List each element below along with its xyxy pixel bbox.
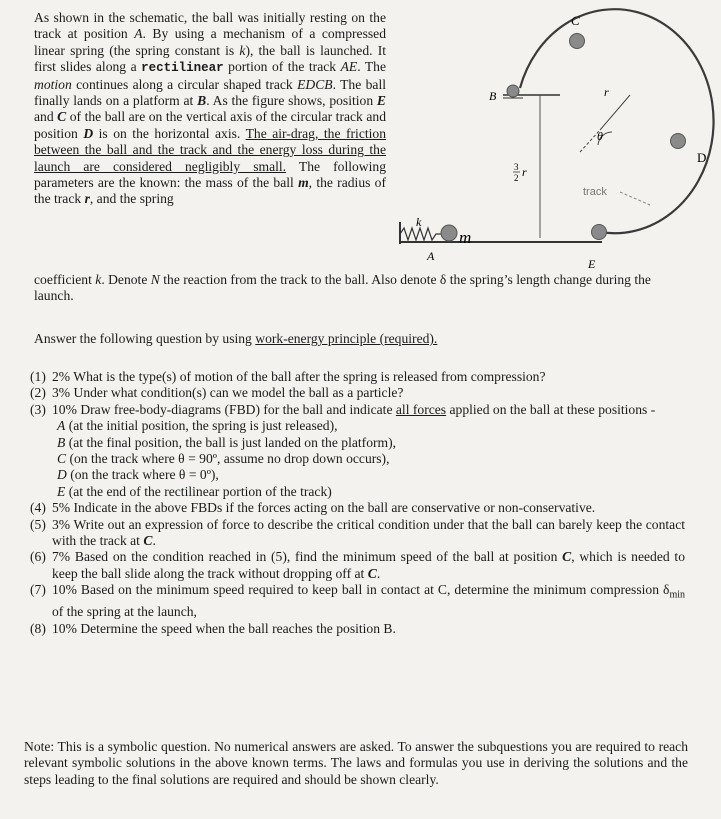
intro-pos-a: A (134, 26, 143, 42)
track-schematic (0, 0, 721, 300)
intro-assumptions: The air-drag, the friction between the ball and the track and the energy loss during the launch are considered negligibly small. (34, 125, 386, 174)
question-number: (3) (30, 401, 46, 417)
label-e: E (588, 257, 596, 271)
note-paragraph: Note: This is a symbolic question. No numerical answers are asked. To answer the subquestions you are required to reach relevant symbolic solutions in the above known terms. The laws and formulas you use in deriving the solutions and the steps leading to the final solutions are required and should be shown clearly. (24, 739, 688, 787)
spring (400, 228, 442, 240)
position-label: C (57, 451, 67, 467)
question-8 (30, 621, 685, 637)
question-number: (4) (30, 500, 46, 516)
question-text (52, 402, 685, 418)
question-text (52, 517, 685, 550)
label-c: C (571, 13, 580, 28)
question-5 (30, 517, 685, 550)
intro-text: continues along a circular shaped track (71, 76, 298, 92)
question-text: 3% Under what condition(s) can we model the ball as a particle? (52, 385, 404, 401)
label-m: m (459, 228, 472, 247)
intro-text: of the ball are on the vertical axis of the circular track and position (34, 109, 386, 141)
cont-text: coefficient (34, 272, 96, 287)
question-text-part: 10% Draw free-body-diagrams (FBD) for the ball and indicate (52, 401, 396, 417)
label-frac-r: r (522, 165, 527, 179)
intro-text: . The ball finally lands on a platform at (34, 76, 386, 109)
label-a: A (427, 249, 435, 263)
radius-line (600, 95, 630, 130)
label-track: track (583, 186, 607, 198)
label-b: B (489, 89, 497, 103)
ball-e (592, 225, 607, 240)
label-d: D (697, 150, 707, 165)
question-text-part: applied on the ball at these positions - (446, 401, 656, 417)
question-text: 10% Determine the speed when the ball reaches the position B. (52, 620, 396, 636)
ball-d (671, 134, 686, 149)
label-r: r (604, 85, 609, 99)
intro-text: . By using a mechanism of a compressed linear spring (the spring constant is (34, 26, 386, 58)
label-k: k (416, 215, 422, 229)
question-number: (7) (30, 582, 46, 598)
circular-track (520, 9, 714, 233)
question-pos: C (367, 565, 377, 581)
question-text-part: . (376, 565, 381, 581)
question-number: (6) (30, 549, 46, 565)
ball-a (441, 225, 457, 241)
question-7 (30, 582, 685, 621)
position-item-b (57, 435, 685, 451)
position-text: (at the final position, the ball is just landed on the platform), (65, 434, 397, 450)
intro-text: The following parameters are the known: the mass of the ball (34, 158, 386, 191)
prompt-work-energy: work-energy principle (required). (255, 331, 438, 346)
question-text-part: , which is needed to keep the ball slide along the track without dropping off at (52, 549, 685, 581)
question-text (52, 582, 685, 621)
cont-k: k (95, 272, 102, 287)
intro-m: m (298, 175, 309, 191)
position-text: (at the end of the rectilinear portion of the track) (65, 483, 332, 499)
intro-pos-b: B (197, 93, 207, 109)
question-text-part: of the spring at the launch, (52, 604, 197, 620)
answer-prompt (34, 331, 684, 347)
label-frac-den: 2 (514, 173, 519, 183)
track-pointer (620, 192, 650, 205)
label-theta: θ (597, 129, 603, 143)
position-text: (on the track where θ = 90º, assume no drop down occurs), (66, 451, 390, 467)
intro-motion: motion (34, 76, 72, 92)
question-text-part: 7% Based on the condition reached in (5), find the minimum speed of the ball at position (52, 549, 563, 565)
position-label: D (57, 467, 67, 483)
intro-text: As shown in the schematic, the ball was initially resting on the track at position (34, 10, 386, 42)
intro-rectilinear: rectilinear (141, 61, 224, 76)
intro-text: , and the spring (89, 191, 174, 207)
question-text (52, 549, 685, 582)
cont-text: the reaction from the track to the ball. Also denote δ the spring’s length change during the launch. (34, 272, 651, 304)
intro-ae: AE (340, 59, 358, 75)
intro-edcb: EDCB (297, 76, 333, 92)
intro-text: ), the ball is launched. It first slides along a (34, 42, 386, 75)
ball-b (507, 85, 519, 97)
intro-text: portion of the track (223, 59, 341, 75)
question-text: 5% Indicate in the above FBDs if the forces acting on the ball are conservative or non-conservative. (52, 500, 596, 516)
position-item-a (57, 418, 685, 434)
cont-n: N (150, 272, 160, 287)
question-pos: C (562, 549, 572, 565)
position-item-c (57, 451, 685, 467)
label-frac-num: 3 (514, 162, 519, 172)
position-text: (on the track where θ = 0º), (66, 467, 219, 483)
cont-text: . Denote (101, 272, 151, 287)
ball-c (570, 34, 585, 49)
question-all-forces: all forces (395, 401, 447, 417)
question-6 (30, 549, 685, 582)
question-text-part: . (152, 533, 156, 549)
question-number: (8) (30, 620, 46, 636)
intro-r: r (84, 191, 90, 207)
position-item-e (57, 484, 685, 500)
question-text: 2% What is the type(s) of motion of the ball after the spring is released from compression? (52, 369, 546, 384)
intro-text: and (34, 109, 58, 125)
question-number: (1) (30, 369, 46, 384)
question-number: (2) (30, 385, 46, 401)
question-pos: C (143, 533, 153, 549)
position-label: B (57, 434, 66, 450)
position-label: E (57, 483, 66, 499)
intro-text: , the radius of the track (34, 175, 386, 207)
intro-k: k (239, 42, 246, 58)
question-list (30, 369, 685, 637)
intro-text: . As the figure shows, position (206, 93, 377, 109)
question-3 (30, 402, 685, 418)
question-1 (30, 369, 685, 385)
intro-pos-e: E (376, 93, 386, 109)
question-number: (5) (30, 516, 46, 532)
question-4 (30, 500, 685, 516)
question-delta-sub: min (669, 590, 685, 601)
prompt-text: Answer the following question by using (34, 331, 256, 346)
position-item-d (57, 467, 685, 483)
intro-pos-d: D (83, 125, 94, 141)
intro-pos-c: C (57, 109, 67, 125)
position-text: (at the initial position, the spring is just released), (65, 418, 338, 434)
position-label: A (57, 418, 66, 434)
position-list (30, 418, 685, 500)
question-text-part: 3% Write out an expression of force to describe the critical condition under that the ball can barely keep the contact with the track at (52, 516, 685, 549)
question-delta: δ (663, 582, 670, 598)
question-2 (30, 385, 685, 401)
intro-text: is on the horizontal axis. (93, 125, 246, 141)
question-text-part: 10% Based on the minimum speed required to keep ball in contact at C, determine the minimum compression (52, 582, 664, 598)
intro-text: . The (357, 59, 386, 75)
